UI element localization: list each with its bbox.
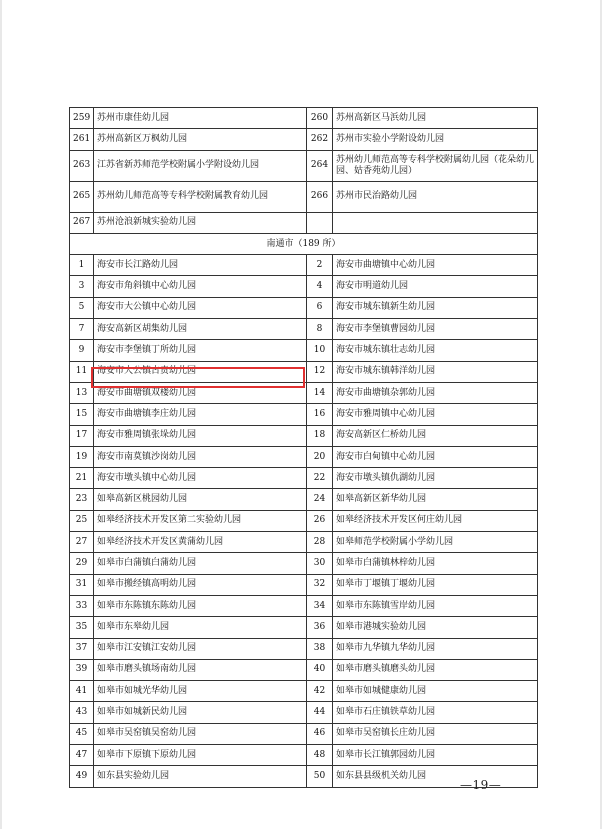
kindergarten-name-cell: 如皋经济技术开发区何庄幼儿园: [333, 510, 538, 531]
table-row: [70, 702, 538, 723]
row-number-cell: 31: [70, 574, 94, 595]
kindergarten-name-cell: 苏州市民治路幼儿园: [333, 181, 538, 212]
kindergarten-name-cell: 如皋市如城光华幼儿园: [94, 681, 307, 702]
row-number-cell: 4: [307, 276, 333, 297]
row-number-cell: 35: [70, 617, 94, 638]
kindergarten-name-cell: 海安市明道幼儿园: [333, 276, 538, 297]
kindergarten-name-cell: 海安市角斜镇中心幼儿园: [94, 276, 307, 297]
kindergarten-name-cell: 海安市城东镇壮志幼儿园: [333, 340, 538, 361]
kindergarten-name-cell: 如皋市吴窑镇长庄幼儿园: [333, 723, 538, 744]
table-row: [70, 382, 538, 403]
table-row: [70, 425, 538, 446]
kindergarten-name-cell: 如皋市港城实验幼儿园: [333, 617, 538, 638]
kindergarten-name-cell: 如东县县级机关幼儿园: [333, 766, 538, 787]
kindergarten-name-cell: 如皋市东陈镇雪岸幼儿园: [333, 595, 538, 616]
kindergarten-name-cell: 如皋市东陈镇东陈幼儿园: [94, 595, 307, 616]
kindergarten-name-cell: 苏州高新区万枫幼儿园: [94, 129, 307, 150]
row-number-cell: 30: [307, 553, 333, 574]
suzhou-rows: [70, 108, 538, 234]
kindergarten-name-cell: 苏州沧浪新城实验幼儿园: [94, 212, 307, 233]
row-number-cell: 27: [70, 532, 94, 553]
kindergarten-name-cell: 苏州幼儿师范高等专科学校附属教育幼儿园: [94, 181, 307, 212]
kindergarten-name-cell: 如皋市磨头镇场南幼儿园: [94, 659, 307, 680]
section-title: 南通市（189 所）: [70, 233, 538, 254]
row-number-cell: 40: [307, 659, 333, 680]
kindergarten-name-cell: 海安市南莫镇沙岗幼儿园: [94, 446, 307, 467]
kindergarten-name-cell: 海安市曲塘镇双楼幼儿园: [94, 382, 307, 403]
table-row: [70, 617, 538, 638]
table-row: [70, 404, 538, 425]
table-row: [70, 108, 538, 129]
kindergarten-name-cell: 海安市雅周镇中心幼儿园: [333, 404, 538, 425]
kindergarten-name-cell: 海安市雅周镇张垛幼儿园: [94, 425, 307, 446]
row-number-cell: 1: [70, 255, 94, 276]
kindergarten-name-cell: 如皋市九华镇九华幼儿园: [333, 638, 538, 659]
row-number-cell: 262: [307, 129, 333, 150]
table-row: [70, 468, 538, 489]
row-number-cell: 42: [307, 681, 333, 702]
kindergarten-name-cell: 海安市曲塘镇李庄幼儿园: [94, 404, 307, 425]
row-number-cell: 5: [70, 297, 94, 318]
kindergarten-name-cell: 如东县实验幼儿园: [94, 766, 307, 787]
table-row: [70, 723, 538, 744]
row-number-cell: 48: [307, 745, 333, 766]
nantong-section: [70, 233, 538, 254]
kindergarten-name-cell: 江苏省新苏师范学校附属小学附设幼儿园: [94, 150, 307, 181]
table-row: [70, 319, 538, 340]
kindergarten-name-cell: 如皋高新区桃园幼儿园: [94, 489, 307, 510]
row-number-cell: 264: [307, 150, 333, 181]
kindergarten-name-cell: 如皋经济技术开发区黄蒲幼儿园: [94, 532, 307, 553]
kindergarten-name-cell: 海安市城东镇新生幼儿园: [333, 297, 538, 318]
table-row: [70, 181, 538, 212]
kindergarten-name-cell: 如皋市江安镇江安幼儿园: [94, 638, 307, 659]
kindergarten-name-cell: 如皋市如城新民幼儿园: [94, 702, 307, 723]
kindergarten-name-cell: 苏州市康佳幼儿园: [94, 108, 307, 129]
row-number-cell: 2: [307, 255, 333, 276]
table-row: [70, 212, 538, 233]
table-row: [70, 510, 538, 531]
kindergarten-name-cell: 海安高新区胡集幼儿园: [94, 319, 307, 340]
kindergarten-table: [69, 107, 538, 788]
row-number-cell: 24: [307, 489, 333, 510]
row-number-cell: 3: [70, 276, 94, 297]
row-number-cell: 10: [307, 340, 333, 361]
row-number-cell: 50: [307, 766, 333, 787]
kindergarten-name-cell: 海安高新区仁桥幼儿园: [333, 425, 538, 446]
kindergarten-name-cell: 海安市城东镇韩洋幼儿园: [333, 361, 538, 382]
row-number-cell: 25: [70, 510, 94, 531]
row-number-cell: 41: [70, 681, 94, 702]
row-number-cell: 7: [70, 319, 94, 340]
section-header-row: [70, 233, 538, 254]
row-number-cell: 23: [70, 489, 94, 510]
row-number-cell: 47: [70, 745, 94, 766]
table-row: [70, 297, 538, 318]
row-number-cell: 29: [70, 553, 94, 574]
row-number-cell: 49: [70, 766, 94, 787]
row-number-cell: 263: [70, 150, 94, 181]
row-number-cell: 45: [70, 723, 94, 744]
kindergarten-name-cell: 如皋市东皋幼儿园: [94, 617, 307, 638]
row-number-cell: 18: [307, 425, 333, 446]
row-number-cell: 259: [70, 108, 94, 129]
kindergarten-name-cell: 海安市墩头镇中心幼儿园: [94, 468, 307, 489]
row-number-cell: 37: [70, 638, 94, 659]
kindergarten-name-cell: 海安市曲塘镇中心幼儿园: [333, 255, 538, 276]
row-number-cell: 11: [70, 361, 94, 382]
kindergarten-name-cell: 如皋经济技术开发区第二实验幼儿园: [94, 510, 307, 531]
row-number-cell: 39: [70, 659, 94, 680]
table-row: [70, 361, 538, 382]
kindergarten-name-cell: 如皋师范学校附属小学幼儿园: [333, 532, 538, 553]
kindergarten-name-cell: 苏州幼儿师范高等专科学校附属幼儿园（花朵幼儿园、姑香苑幼儿园）: [333, 150, 538, 181]
kindergarten-name-cell: 如皋市下原镇下原幼儿园: [94, 745, 307, 766]
kindergarten-name-cell: 苏州市实验小学附设幼儿园: [333, 129, 538, 150]
kindergarten-name-cell: 海安市李堡镇丁所幼儿园: [94, 340, 307, 361]
row-number-cell: 19: [70, 446, 94, 467]
row-number-cell: 44: [307, 702, 333, 723]
row-number-cell: 13: [70, 382, 94, 403]
row-number-cell: 21: [70, 468, 94, 489]
row-number-cell: 46: [307, 723, 333, 744]
kindergarten-name-cell: 海安市长江路幼儿园: [94, 255, 307, 276]
row-number-cell: 38: [307, 638, 333, 659]
row-number-cell: 28: [307, 532, 333, 553]
row-number-cell: 261: [70, 129, 94, 150]
row-number-cell: 8: [307, 319, 333, 340]
table-row: [70, 681, 538, 702]
table-row: [70, 489, 538, 510]
table-row: [70, 276, 538, 297]
kindergarten-name-cell: 如皋市磨头镇磨头幼儿园: [333, 659, 538, 680]
table-row: [70, 659, 538, 680]
kindergarten-name-cell: 海安市大公镇中心幼儿园: [94, 297, 307, 318]
kindergarten-name-cell: 海安市曲塘镇杂郭幼儿园: [333, 382, 538, 403]
row-number-cell: 15: [70, 404, 94, 425]
table-row: [70, 532, 538, 553]
document-page: [2, 0, 600, 829]
row-number-cell: 6: [307, 297, 333, 318]
row-number-cell: 9: [70, 340, 94, 361]
nantong-rows: [70, 255, 538, 787]
table-row: [70, 150, 538, 181]
kindergarten-name-cell: 海安市李堡镇曹园幼儿园: [333, 319, 538, 340]
row-number-cell: 265: [70, 181, 94, 212]
row-number-cell: 32: [307, 574, 333, 595]
kindergarten-name-cell: 如皋市如城健康幼儿园: [333, 681, 538, 702]
kindergarten-name-cell: 海安市大公镇古贲幼儿园: [94, 361, 307, 382]
kindergarten-name-cell: 如皋市吴窑镇吴窑幼儿园: [94, 723, 307, 744]
row-number-cell: 33: [70, 595, 94, 616]
row-number-cell: 26: [307, 510, 333, 531]
table-row: [70, 595, 538, 616]
kindergarten-name-cell: 海安市白甸镇中心幼儿园: [333, 446, 538, 467]
kindergarten-name-cell: 海安市墩头镇仇湖幼儿园: [333, 468, 538, 489]
row-number-cell: 43: [70, 702, 94, 723]
table-row: [70, 340, 538, 361]
table-row: [70, 446, 538, 467]
row-number-cell: 16: [307, 404, 333, 425]
kindergarten-name-cell: 如皋市长江镇郭园幼儿园: [333, 745, 538, 766]
row-number-cell: 17: [70, 425, 94, 446]
row-number-cell: 14: [307, 382, 333, 403]
kindergarten-name-cell: 如皋市白蒲镇林梓幼儿园: [333, 553, 538, 574]
row-number-cell: 22: [307, 468, 333, 489]
row-number-cell: 34: [307, 595, 333, 616]
kindergarten-name-cell: 如皋市丁堰镇丁堰幼儿园: [333, 574, 538, 595]
table-row: [70, 255, 538, 276]
kindergarten-name-cell: 苏州高新区马浜幼儿园: [333, 108, 538, 129]
table-row: [70, 553, 538, 574]
kindergarten-name-cell: 如皋市石庄镇铁草幼儿园: [333, 702, 538, 723]
row-number-cell: 12: [307, 361, 333, 382]
kindergarten-name-cell: 如皋市白蒲镇白蒲幼儿园: [94, 553, 307, 574]
row-number-cell: 36: [307, 617, 333, 638]
kindergarten-name-cell: 如皋高新区新华幼儿园: [333, 489, 538, 510]
kindergarten-name-cell: [333, 212, 538, 233]
kindergarten-name-cell: 如皋市搬经镇高明幼儿园: [94, 574, 307, 595]
row-number-cell: 266: [307, 181, 333, 212]
table-row: [70, 129, 538, 150]
row-number-cell: 20: [307, 446, 333, 467]
page-number: —19—: [460, 778, 502, 792]
row-number-cell: 260: [307, 108, 333, 129]
table-row: [70, 745, 538, 766]
row-number-cell: 267: [70, 212, 94, 233]
table-row: [70, 574, 538, 595]
table-row: [70, 638, 538, 659]
row-number-cell: [307, 212, 333, 233]
